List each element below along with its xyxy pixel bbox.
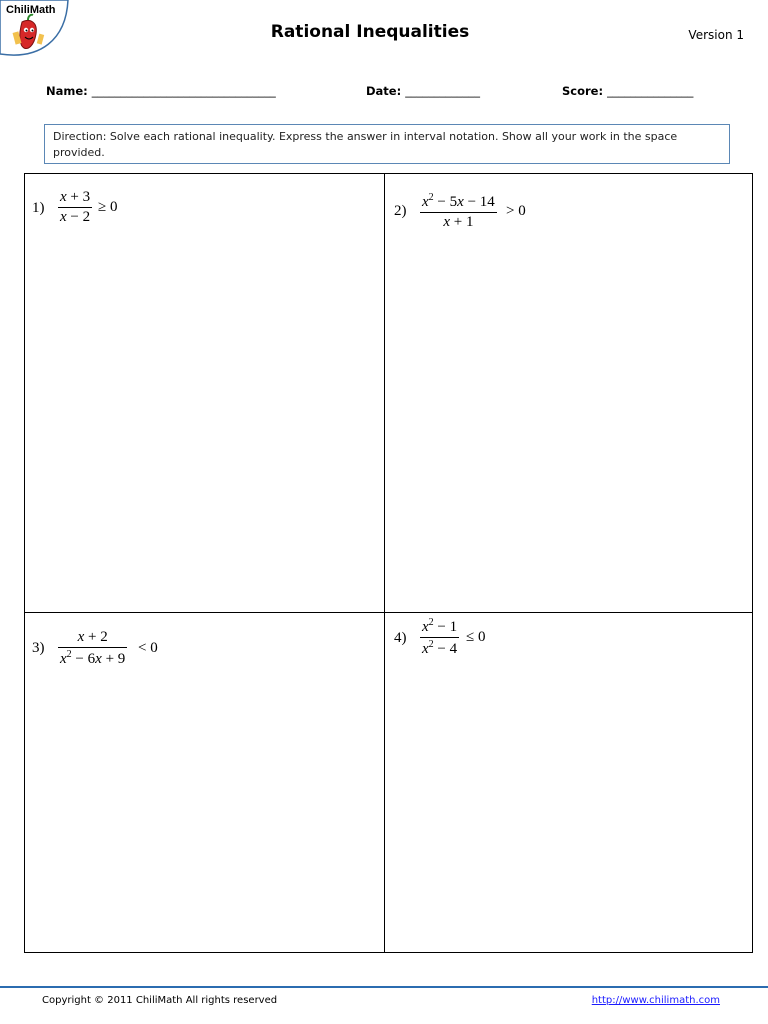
- website-link[interactable]: http://www.chilimath.com: [591, 995, 720, 1006]
- fraction: x + 3 x − 2: [60, 189, 91, 225]
- fraction: x + 2 $x^2 - 6x + 9$: [60, 629, 126, 667]
- logo-text: ChiliMath: [6, 4, 56, 16]
- score-label: Score:: [562, 84, 604, 98]
- problem-number: 1): [32, 200, 45, 216]
- name-blank: ________________________________: [91, 84, 276, 98]
- relation: > 0: [506, 203, 526, 219]
- relation: < 0: [138, 640, 158, 656]
- direction-box: Direction: Solve each rational inequality. Express the answer in interval notation. Show all your work in the space provided.: [44, 124, 730, 164]
- grid-divider-horizontal: [24, 612, 753, 613]
- name-field[interactable]: [46, 84, 276, 98]
- date-blank: _____________: [405, 84, 480, 98]
- relation: ≥ 0: [98, 199, 118, 215]
- footer-divider: [0, 986, 768, 988]
- relation: ≤ 0: [466, 629, 486, 645]
- page-title: Rational Inequalities: [270, 22, 470, 42]
- grid-divider-vertical: [384, 173, 385, 953]
- version-label: Version 1: [688, 28, 744, 42]
- name-label: Name:: [46, 84, 88, 98]
- score-blank: _______________: [607, 84, 694, 98]
- fraction: $x^2 - 5x - 14$ x + 1: [422, 192, 495, 230]
- problem-number: 3): [32, 640, 45, 656]
- fraction: $x^2 - 1$ $x^2 - 4$: [422, 617, 458, 657]
- copyright-text: Copyright © 2011 ChiliMath All rights reserved: [42, 995, 278, 1006]
- score-field[interactable]: [562, 84, 693, 98]
- problem-number: 4): [394, 630, 407, 646]
- date-field[interactable]: [366, 84, 480, 98]
- problem-number: 2): [394, 203, 407, 219]
- date-label: Date:: [366, 84, 402, 98]
- work-area-grid: [24, 173, 753, 953]
